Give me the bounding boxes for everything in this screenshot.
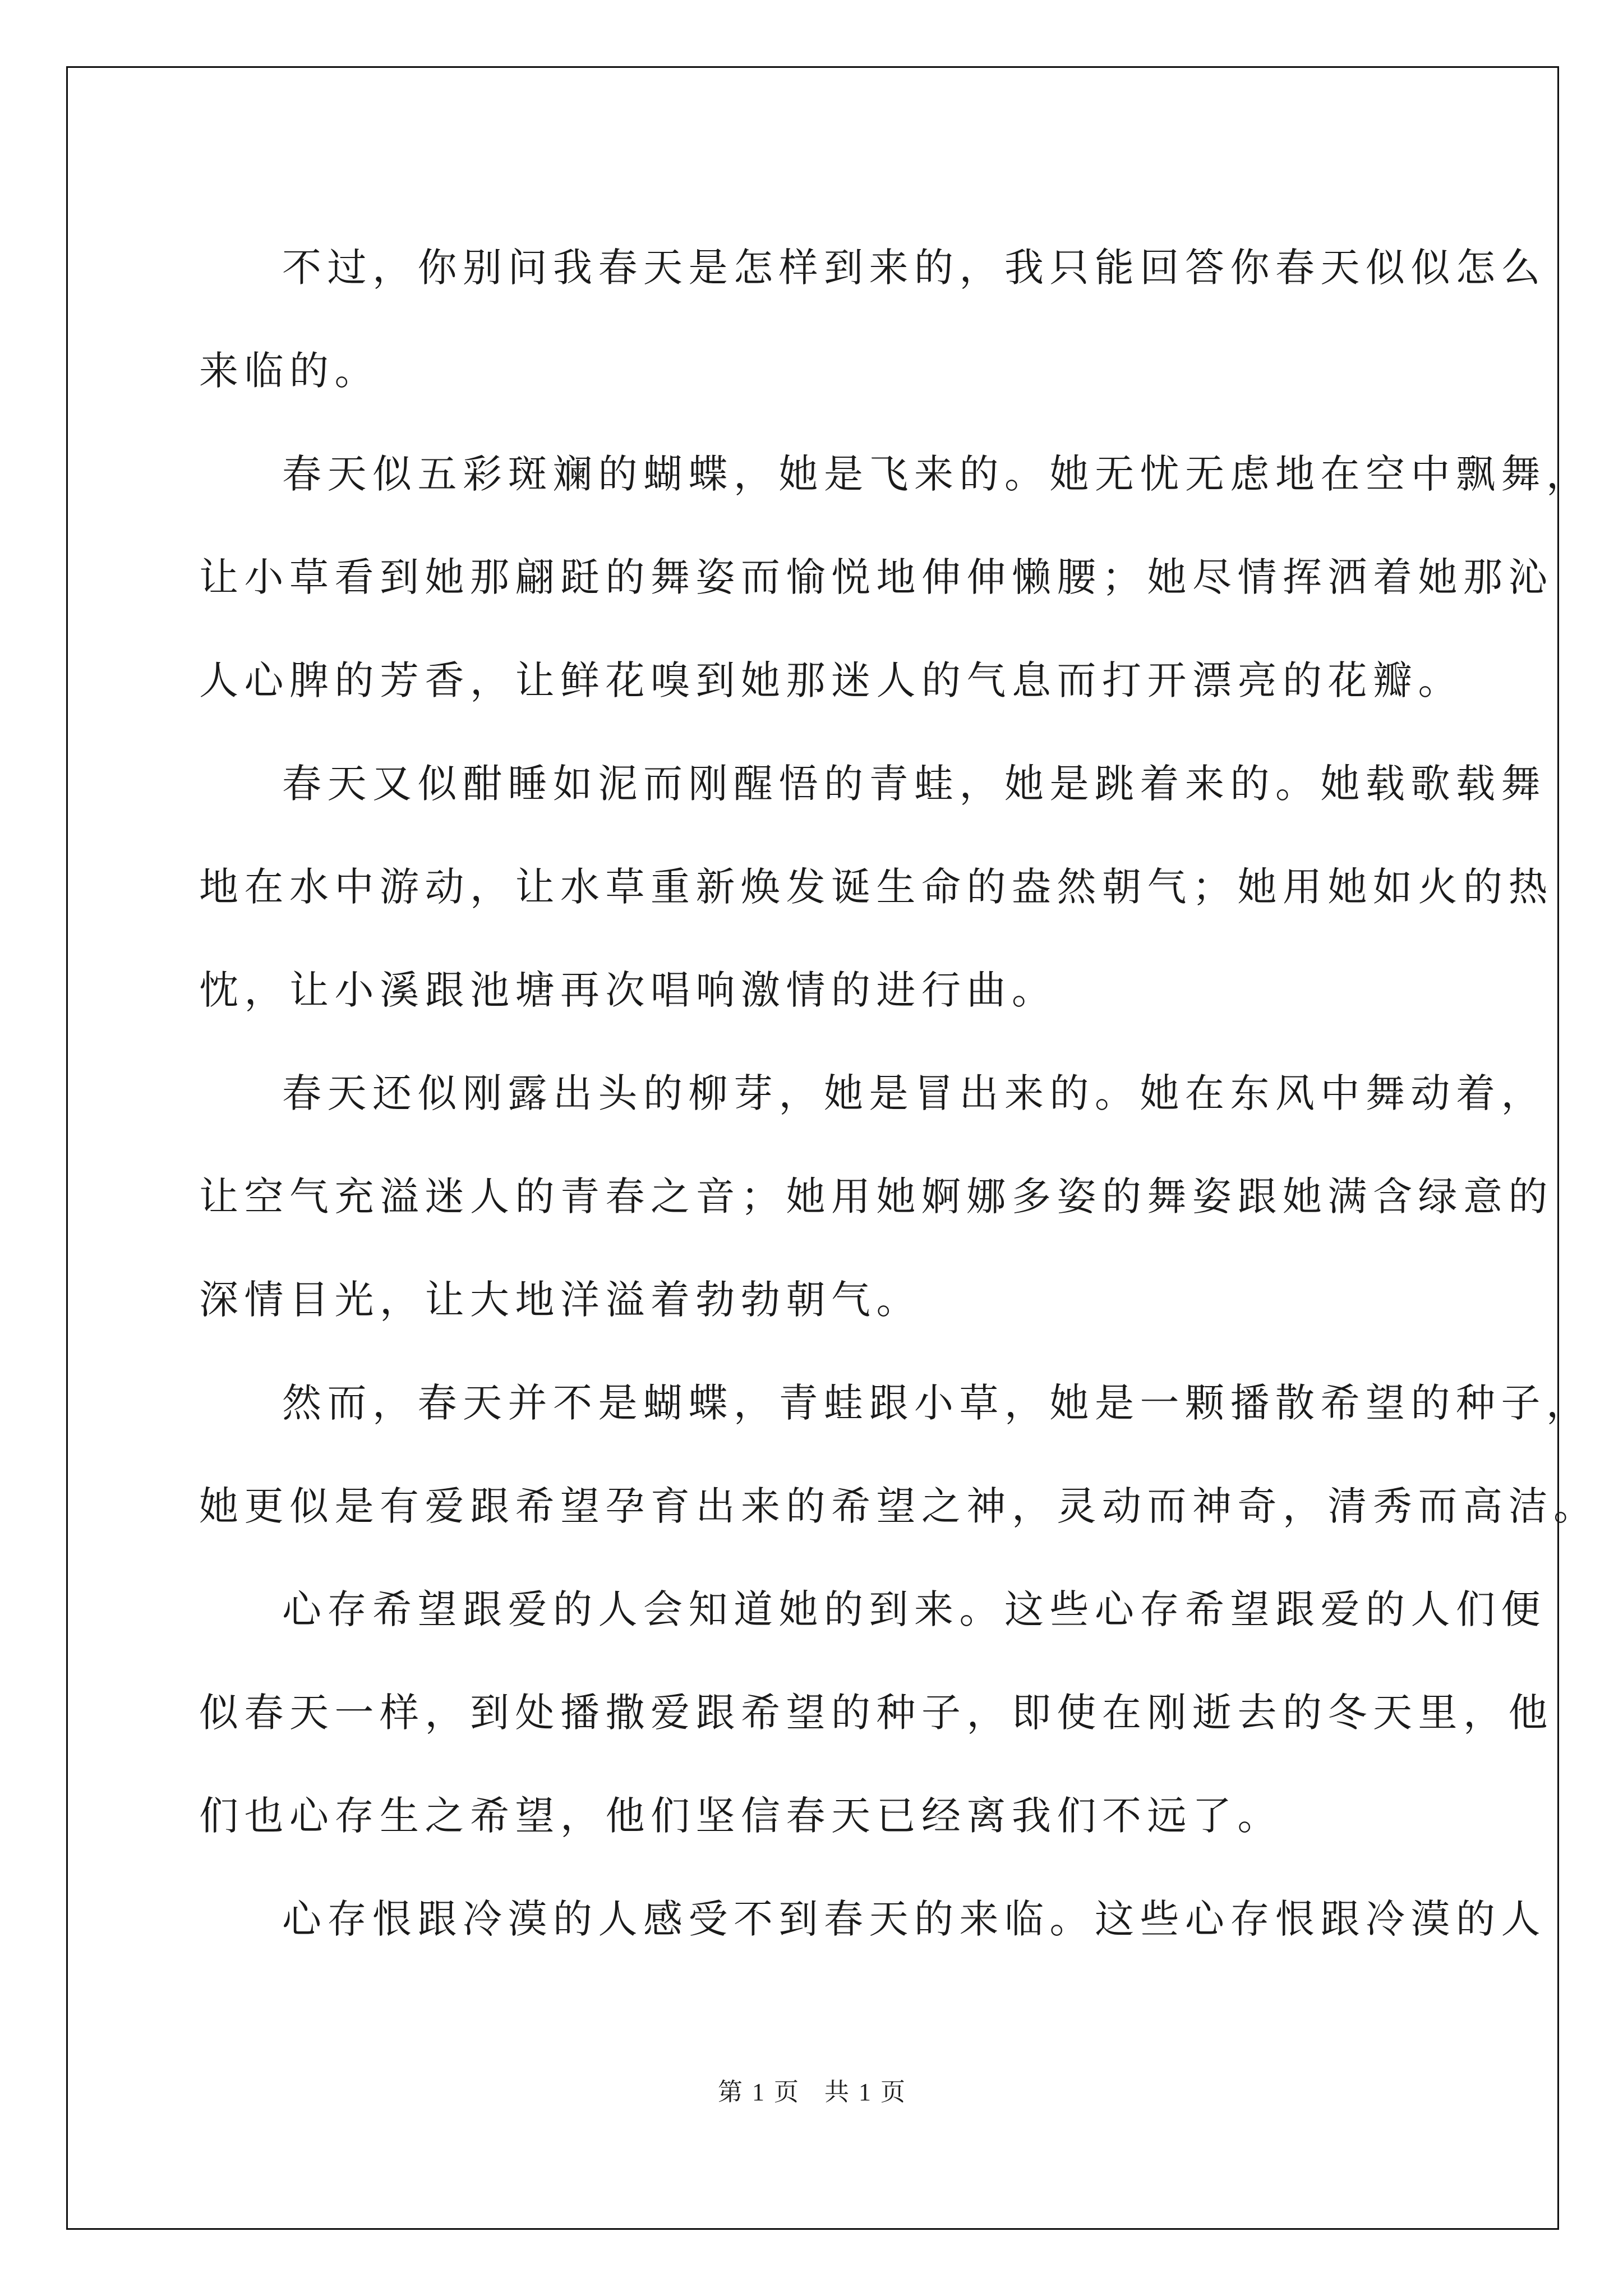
page-number: 第 1 页 — [718, 2078, 799, 2106]
text-line: 她更似是有爱跟希望孕育出来的希望之神，灵动而神奇，清秀而高洁。 — [199, 1483, 1599, 1529]
document-body — [199, 216, 1599, 1971]
text-line: 人心脾的芳香，让鲜花嗅到她那迷人的气息而打开漂亮的花瓣。 — [199, 657, 1463, 703]
text-line: 忱，让小溪跟池塘再次唱响激情的进行曲。 — [199, 967, 1057, 1013]
text-line: 们也心存生之希望，他们坚信春天已经离我们不远了。 — [199, 1793, 1283, 1839]
text-line: 深情目光，让大地洋溢着勃勃朝气。 — [199, 1277, 921, 1323]
text-line: 似春天一样，到处播撒爱跟希望的种子，即使在刚逝去的冬天里，他 — [199, 1690, 1553, 1736]
text-line: 让小草看到她那翩跹的舞姿而愉悦地伸伸懒腰；她尽情挥洒着她那沁 — [199, 554, 1553, 600]
text-line: 心存恨跟冷漠的人感受不到春天的来临。这些心存恨跟冷漠的人 — [282, 1896, 1546, 1942]
page-footer — [0, 2076, 1623, 2109]
text-line: 春天还似刚露出头的柳芽，她是冒出来的。她在东风中舞动着， — [282, 1070, 1546, 1116]
text-line: 春天又似酣睡如泥而刚醒悟的青蛙，她是跳着来的。她载歌载舞 — [282, 761, 1546, 807]
text-line: 不过，你别问我春天是怎样到来的，我只能回答你春天似似怎么 — [282, 245, 1546, 291]
text-line: 地在水中游动，让水草重新焕发诞生命的盎然朝气；她用她如火的热 — [199, 864, 1553, 910]
page-total: 共 1 页 — [824, 2078, 905, 2106]
text-line: 让空气充溢迷人的青春之音；她用她婀娜多姿的舞姿跟她满含绿意的 — [199, 1174, 1553, 1220]
text-line: 然而，春天并不是蝴蝶，青蛙跟小草，她是一颗播散希望的种子， — [282, 1380, 1592, 1426]
text-line: 春天似五彩斑斓的蝴蝶，她是飞来的。她无忧无虑地在空中飘舞， — [282, 451, 1592, 497]
text-line: 来临的。 — [199, 348, 380, 394]
text-line: 心存希望跟爱的人会知道她的到来。这些心存希望跟爱的人们便 — [282, 1586, 1546, 1632]
